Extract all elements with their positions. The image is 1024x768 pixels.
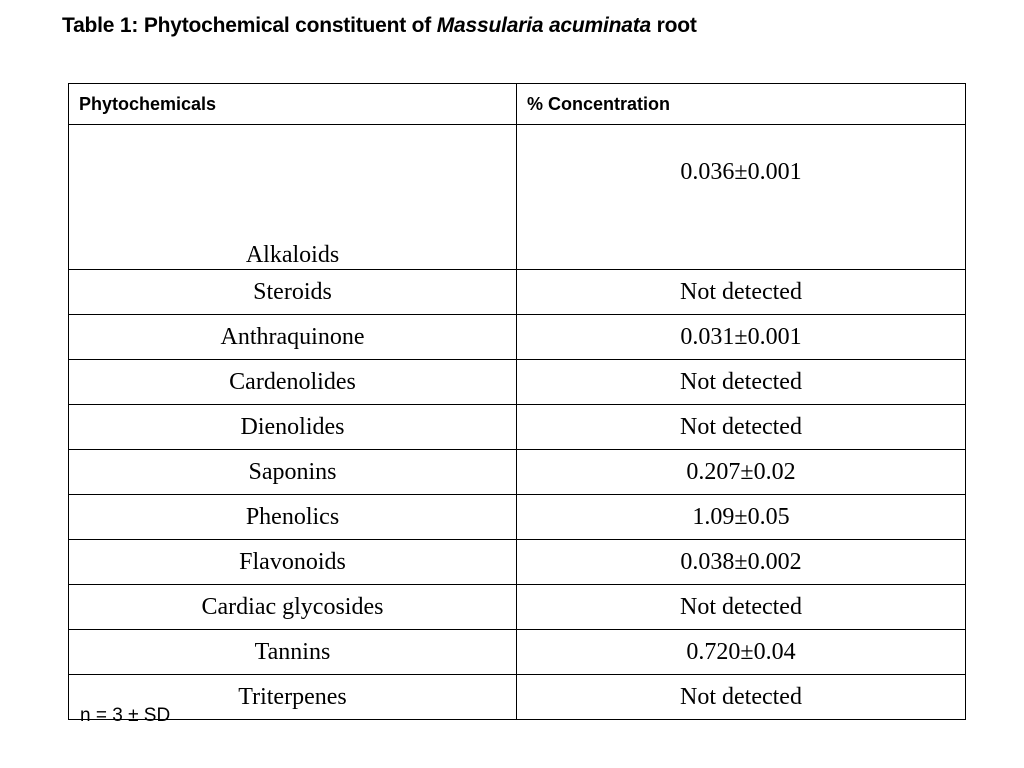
table-row bbox=[69, 540, 966, 585]
phytochemical-name: Tannins bbox=[69, 630, 517, 675]
phytochemical-name: Anthraquinone bbox=[69, 315, 517, 360]
title-species: Massularia acuminata bbox=[436, 14, 652, 37]
concentration-value: 0.720±0.04 bbox=[517, 630, 966, 675]
table-row bbox=[69, 630, 966, 675]
concentration-value: 0.036±0.001 bbox=[517, 125, 966, 270]
concentration-value: Not detected bbox=[517, 675, 966, 720]
concentration-value: Not detected bbox=[517, 360, 966, 405]
table-header-row bbox=[69, 84, 966, 125]
table-title bbox=[62, 12, 697, 40]
phytochemical-name: Steroids bbox=[69, 270, 517, 315]
concentration-value: 0.031±0.001 bbox=[517, 315, 966, 360]
concentration-value: 0.038±0.002 bbox=[517, 540, 966, 585]
table-row bbox=[69, 125, 966, 270]
phytochemical-name: Cardenolides bbox=[69, 360, 517, 405]
table-row bbox=[69, 360, 966, 405]
table-row bbox=[69, 405, 966, 450]
concentration-value: 1.09±0.05 bbox=[517, 495, 966, 540]
table-row bbox=[69, 450, 966, 495]
title-prefix: Table 1: Phytochemical constituent of bbox=[62, 14, 437, 37]
concentration-value: Not detected bbox=[517, 405, 966, 450]
table-row bbox=[69, 675, 966, 720]
table-footnote: n = 3 ± SD bbox=[80, 705, 171, 726]
column-header-concentration: % Concentration bbox=[517, 84, 966, 125]
title-suffix: root bbox=[651, 14, 697, 37]
concentration-value: Not detected bbox=[517, 585, 966, 630]
table-row bbox=[69, 270, 966, 315]
phytochemical-name: Alkaloids bbox=[69, 125, 517, 270]
phytochemical-name: Cardiac glycosides bbox=[69, 585, 517, 630]
phytochemical-name: Dienolides bbox=[69, 405, 517, 450]
phytochemical-name: Saponins bbox=[69, 450, 517, 495]
concentration-value: 0.207±0.02 bbox=[517, 450, 966, 495]
column-header-phytochemicals: Phytochemicals bbox=[69, 84, 517, 125]
table-row bbox=[69, 495, 966, 540]
phytochemical-name: Phenolics bbox=[69, 495, 517, 540]
table-row bbox=[69, 315, 966, 360]
phytochemical-name: Flavonoids bbox=[69, 540, 517, 585]
phytochemical-table bbox=[68, 83, 966, 720]
table-row bbox=[69, 585, 966, 630]
phytochemical-name: Triterpenes bbox=[69, 675, 517, 720]
concentration-value: Not detected bbox=[517, 270, 966, 315]
